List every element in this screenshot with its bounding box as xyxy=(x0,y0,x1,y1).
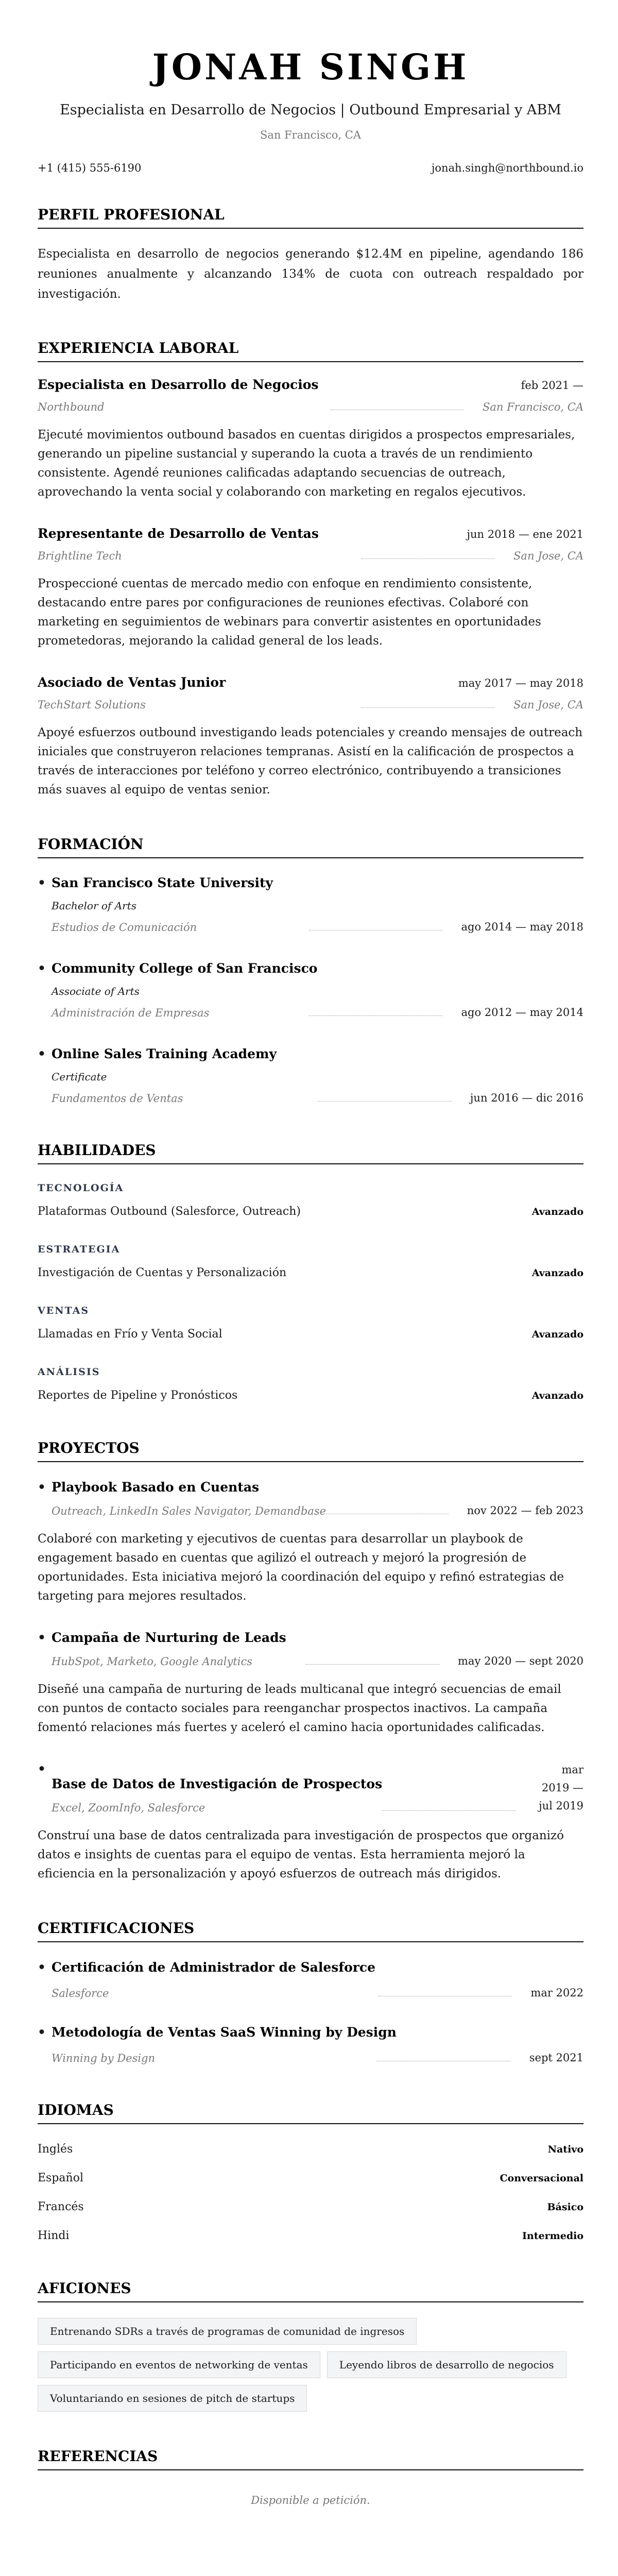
school-name: San Francisco State University xyxy=(52,875,273,890)
language-row xyxy=(38,2199,583,2215)
project-title: Base de Datos de Investigación de Prospectos xyxy=(52,1776,383,1791)
education-field-row xyxy=(52,1090,583,1106)
project-info xyxy=(52,1776,382,1815)
job-dates: jun 2018 — ene 2021 xyxy=(467,528,583,540)
job-title: Asociado de Ventas Junior xyxy=(38,675,226,690)
language-level: Conversacional xyxy=(500,2173,583,2184)
job-description: Ejecuté movimientos outbound basados en cuentas dirigidos a prospectos empresariales, generando un pipeline sustancial y superando la cuota a través de un rendimiento consistente. Agendé reuniones calificadas adaptando secuencias de outreach, aprovechando la venta social y colaborando con marketing en regalos ejecutivos. xyxy=(38,428,575,499)
language-row xyxy=(38,2142,583,2157)
job-company-row xyxy=(38,698,583,712)
bullet-icon: • xyxy=(38,961,46,976)
job-dates: feb 2021 — xyxy=(521,379,583,392)
profile-section xyxy=(38,206,583,304)
section-heading: PERFIL PROFESIONAL xyxy=(38,206,583,229)
certification-date: mar 2022 xyxy=(530,1987,583,1999)
skill-level: Avanzado xyxy=(531,1206,583,1217)
languages-section xyxy=(38,2102,583,2244)
references-note: Disponible a petición. xyxy=(251,2494,370,2506)
field-of-study: Administración de Empresas xyxy=(52,1007,210,1019)
job-entry xyxy=(38,526,583,651)
project-entry xyxy=(38,1761,583,1884)
section-heading: FORMACIÓN xyxy=(38,836,583,858)
job-description: Apoyé esfuerzos outbound investigando leads potenciales y creando mensajes de outreach iniciales que construyeron relaciones tempranas. Asistí en la calificación de prospectos a través de interacciones por teléfono y correo electrónico, contribuyendo a transiciones más suaves al equipo de ventas senior. xyxy=(38,726,583,796)
skill-category: ANÁLISIS xyxy=(38,1366,100,1378)
education-section xyxy=(38,836,583,1106)
dotted-leader xyxy=(382,1810,516,1811)
skill-category: TECNOLOGÍA xyxy=(38,1182,124,1194)
project-tech: HubSpot, Marketo, Google Analytics xyxy=(52,1655,252,1668)
job-title-row xyxy=(38,526,583,542)
job-description: Prospeccioné cuentas de mercado medio con enfoque en rendimiento consistente, destacando entre pares por configuraciones de reuniones efectivas. Colaboré con marketing en seguimientos de webinars para convertir asistentes en oportunidades prometedoras, mejorando la calidad general de los leads. xyxy=(38,577,541,648)
hobby-tags xyxy=(38,2318,583,2412)
section-heading: CERTIFICACIONES xyxy=(38,1920,583,1942)
bullet-icon: • xyxy=(38,1480,46,1495)
job-title-row xyxy=(38,674,583,691)
job-location: San Jose, CA xyxy=(513,550,583,562)
phone-number[interactable]: +1 (415) 555-6190 xyxy=(38,162,142,174)
job-title-row xyxy=(38,377,583,393)
email-link[interactable]: jonah.singh@northbound.io xyxy=(431,162,583,174)
hobbies-section xyxy=(38,2280,583,2412)
certification-entry xyxy=(38,1959,583,2001)
skill-name: Plataformas Outbound (Salesforce, Outreach) xyxy=(38,1205,301,1218)
certification-issuer: Salesforce xyxy=(52,1987,109,1999)
language-name: Francés xyxy=(38,2200,84,2213)
job-entry xyxy=(38,377,583,502)
project-description: Diseñé una campaña de nurturing de leads multicanal que integró secuencias de email con puntos de contacto sociales para reenganchar prospectos inactivos. La campaña fomentó relaciones más fuertes y aceleró el camino hacia oportunidades calificadas. xyxy=(38,1683,561,1734)
education-entry xyxy=(38,960,583,1020)
skill-row xyxy=(38,1204,583,1219)
bullet-icon: • xyxy=(38,1960,46,1975)
language-name: Inglés xyxy=(38,2143,73,2156)
education-dates: jun 2016 — dic 2016 xyxy=(470,1092,583,1104)
project-dates: may 2020 — sept 2020 xyxy=(458,1655,583,1667)
hobby-tag: Entrenando SDRs a través de programas de comunidad de ingresos xyxy=(38,2318,417,2345)
hobby-tag: Voluntariando en sesiones de pitch de startups xyxy=(38,2385,307,2412)
section-heading: EXPERIENCIA LABORAL xyxy=(38,340,583,362)
bullet-icon: • xyxy=(38,875,46,890)
section-heading: AFICIONES xyxy=(38,2280,583,2302)
language-list xyxy=(38,2142,583,2244)
skill-name: Reportes de Pipeline y Pronósticos xyxy=(38,1389,238,1402)
skill-name: Investigación de Cuentas y Personalización xyxy=(38,1266,287,1279)
dotted-leader xyxy=(361,707,495,708)
profile-summary: Especialista en desarrollo de negocios generando $12.4M en pipeline, agendando 186 reuniones anualmente y alcanzando 134% de cuota con outreach respaldado por investigación. xyxy=(38,247,583,301)
skill-level: Avanzado xyxy=(531,1267,583,1279)
education-entry xyxy=(38,1046,583,1106)
company-name: TechStart Solutions xyxy=(38,699,146,711)
certification-issuer-row xyxy=(52,2050,583,2065)
job-title: Representante de Desarrollo de Ventas xyxy=(38,526,319,541)
bullet-icon: • xyxy=(38,1046,46,1061)
contact-row xyxy=(38,161,583,175)
job-location: San Jose, CA xyxy=(513,699,583,711)
skill-row xyxy=(38,1265,583,1281)
language-name: Hindi xyxy=(38,2229,70,2242)
project-entry xyxy=(38,1630,583,1737)
skill-category: VENTAS xyxy=(38,1305,90,1316)
resume-header xyxy=(38,46,583,175)
company-name: Brightline Tech xyxy=(38,550,122,562)
projects-section xyxy=(38,1439,583,1884)
references-section xyxy=(38,2448,583,2507)
job-title: Especialista en Desarrollo de Negocios xyxy=(38,377,319,392)
project-dates: mar 2019 — jul 2019 xyxy=(539,1764,583,1812)
project-entry xyxy=(38,1479,583,1606)
bullet-icon: • xyxy=(38,1630,46,1645)
degree: Associate of Arts xyxy=(52,985,140,997)
certification-list xyxy=(38,1959,583,2065)
company-name: Northbound xyxy=(38,401,105,413)
certification-entry xyxy=(38,2024,583,2065)
language-level: Básico xyxy=(547,2201,583,2213)
language-level: Intermedio xyxy=(522,2230,583,2242)
project-tech: Outreach, LinkedIn Sales Navigator, Demandbase xyxy=(52,1505,327,1517)
section-heading: REFERENCIAS xyxy=(38,2448,583,2470)
project-header xyxy=(52,1630,583,1669)
project-list xyxy=(38,1479,583,1884)
skill-row xyxy=(38,1327,583,1342)
section-heading: PROYECTOS xyxy=(38,1439,583,1462)
skill-row xyxy=(38,1388,583,1403)
project-description: Construí una base de datos centralizada para investigación de prospectos que organizó datos e insights de cuentas para el equipo de ventas. Esta herramienta mejoró la eficiencia en la personalización y apoyó esfuerzos de outreach más dirigidos. xyxy=(38,1829,564,1880)
certification-title: Metodología de Ventas SaaS Winning by Design xyxy=(52,2025,397,2040)
project-info xyxy=(52,1479,326,1518)
candidate-name: JONAH SINGH xyxy=(152,47,469,88)
education-entry xyxy=(38,875,583,935)
bullet-icon: • xyxy=(38,1761,46,1776)
degree: Certificate xyxy=(52,1071,107,1083)
education-dates: ago 2014 — may 2018 xyxy=(461,921,583,933)
project-header xyxy=(52,1479,583,1518)
skill-groups xyxy=(38,1182,583,1403)
section-heading: IDIOMAS xyxy=(38,2102,583,2124)
job-location: San Francisco, CA xyxy=(482,401,583,413)
project-title: Playbook Basado en Cuentas xyxy=(52,1480,260,1495)
skill-group xyxy=(38,1243,583,1281)
project-header xyxy=(52,1761,583,1815)
field-of-study: Fundamentos de Ventas xyxy=(52,1092,183,1105)
job-entry xyxy=(38,674,583,800)
section-heading: HABILIDADES xyxy=(38,1142,583,1164)
language-row xyxy=(38,2228,583,2244)
project-description: Colaboré con marketing y ejecutivos de cuentas para desarrollar un playbook de engagement basado en cuentas que agilizó el outreach y mejoró la progresión de oportunidades. Esta iniciativa mejoró la coordinación del equipo y refinó estrategias de targeting para mejores resultados. xyxy=(38,1532,564,1603)
field-of-study: Estudios de Comunicación xyxy=(52,921,197,934)
candidate-headline: Especialista en Desarrollo de Negocios | Outbound Empresarial y ABM xyxy=(60,102,561,118)
skill-category: ESTRATEGIA xyxy=(38,1244,121,1255)
certification-title: Certificación de Administrador de Salesforce xyxy=(52,1960,376,1975)
education-list xyxy=(38,875,583,1106)
job-dates: may 2017 — may 2018 xyxy=(458,677,583,689)
candidate-location: San Francisco, CA xyxy=(260,129,361,141)
degree: Bachelor of Arts xyxy=(52,900,136,912)
job-list xyxy=(38,377,583,800)
school-name: Community College of San Francisco xyxy=(52,961,318,976)
dotted-leader xyxy=(305,1664,439,1665)
skill-group xyxy=(38,1182,583,1219)
language-name: Español xyxy=(38,2172,83,2184)
education-field-row xyxy=(52,919,583,935)
certifications-section xyxy=(38,1920,583,2065)
bullet-icon: • xyxy=(38,2025,46,2040)
certification-issuer: Winning by Design xyxy=(52,2052,156,2064)
job-company-row xyxy=(38,400,583,414)
dotted-leader xyxy=(361,558,495,559)
skill-group xyxy=(38,1304,583,1342)
hobby-tag: Leyendo libros de desarrollo de negocios xyxy=(327,2351,566,2378)
education-dates: ago 2012 — may 2014 xyxy=(461,1006,583,1019)
dotted-leader xyxy=(309,1015,443,1016)
skill-group xyxy=(38,1366,583,1403)
certification-date: sept 2021 xyxy=(529,2052,583,2064)
skill-level: Avanzado xyxy=(531,1390,583,1401)
language-row xyxy=(38,2171,583,2186)
job-company-row xyxy=(38,549,583,563)
skills-section xyxy=(38,1142,583,1403)
project-tech: Excel, ZoomInfo, Salesforce xyxy=(52,1802,205,1814)
skill-level: Avanzado xyxy=(531,1329,583,1340)
experience-section xyxy=(38,340,583,800)
hobby-tag: Participando en eventos de networking de ventas xyxy=(38,2351,320,2378)
project-dates: nov 2022 — feb 2023 xyxy=(467,1504,583,1517)
certification-issuer-row xyxy=(52,1985,583,2001)
education-field-row xyxy=(52,1005,583,1020)
language-level: Nativo xyxy=(547,2144,583,2155)
project-title: Campaña de Nurturing de Leads xyxy=(52,1630,286,1645)
skill-name: Llamadas en Frío y Venta Social xyxy=(38,1328,222,1341)
project-info xyxy=(52,1630,286,1669)
school-name: Online Sales Training Academy xyxy=(52,1046,277,1061)
